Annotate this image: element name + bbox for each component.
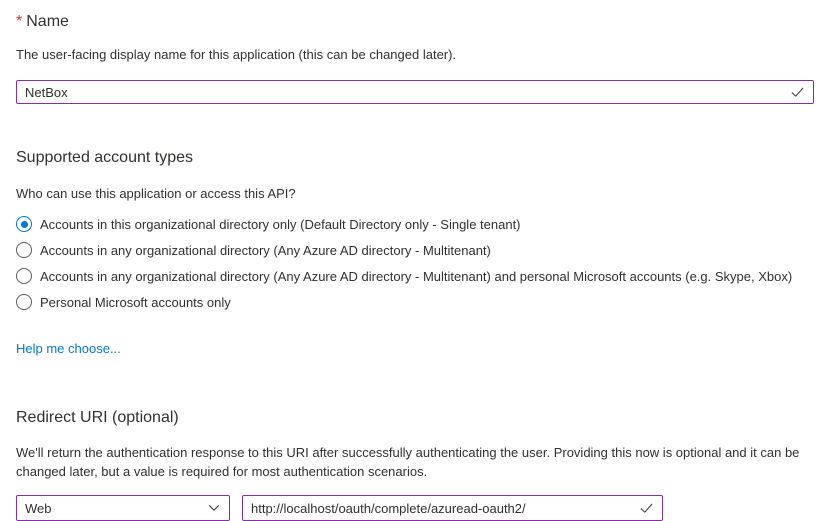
name-input[interactable] (16, 80, 814, 104)
account-types-heading: Supported account types (16, 149, 194, 166)
radio-circle[interactable] (16, 216, 32, 232)
account-types-radio-group (16, 211, 814, 315)
radio-circle[interactable] (16, 268, 32, 284)
name-description: The user-facing display name for this application (this can be changed later). (16, 47, 457, 62)
name-section-heading (16, 12, 814, 32)
account-types-question: Who can use this application or access this API? (16, 186, 296, 201)
redirect-uri-row (16, 495, 814, 521)
redirect-uri-input-wrap (242, 495, 663, 521)
help-me-choose-link[interactable]: Help me choose... (16, 341, 121, 356)
radio-dot-icon (21, 221, 28, 228)
redirect-uri-description: We'll return the authentication response to this URI after successfully authenticating the user. Providing this now is optional and it can be changed later, but a value is required for most authentication scenarios. (16, 445, 800, 479)
radio-option-single-tenant[interactable] (16, 211, 814, 237)
radio-option-label[interactable]: Accounts in this organizational directory only (Default Directory only - Single tenant) (40, 216, 521, 232)
redirect-uri-heading: Redirect URI (optional) (16, 409, 179, 426)
radio-circle[interactable] (16, 242, 32, 258)
platform-select-value: Web (25, 500, 52, 516)
radio-circle[interactable] (16, 294, 32, 310)
radio-option-personal-only[interactable] (16, 289, 814, 315)
required-asterisk: * (16, 13, 23, 30)
name-label: Name (26, 13, 69, 30)
name-input-wrap (16, 80, 814, 104)
chevron-down-icon (207, 501, 221, 515)
radio-option-label[interactable]: Accounts in any organizational directory (Any Azure AD directory - Multitenant) (40, 242, 491, 258)
radio-option-label[interactable]: Accounts in any organizational directory (Any Azure AD directory - Multitenant) and personal Microsoft accounts (e.g. Skype, Xbox) (40, 268, 793, 284)
radio-option-multitenant-personal[interactable] (16, 263, 814, 289)
platform-select[interactable] (16, 495, 230, 521)
redirect-uri-input[interactable] (242, 495, 663, 521)
radio-option-multitenant[interactable] (16, 237, 814, 263)
radio-option-label[interactable]: Personal Microsoft accounts only (40, 294, 231, 310)
